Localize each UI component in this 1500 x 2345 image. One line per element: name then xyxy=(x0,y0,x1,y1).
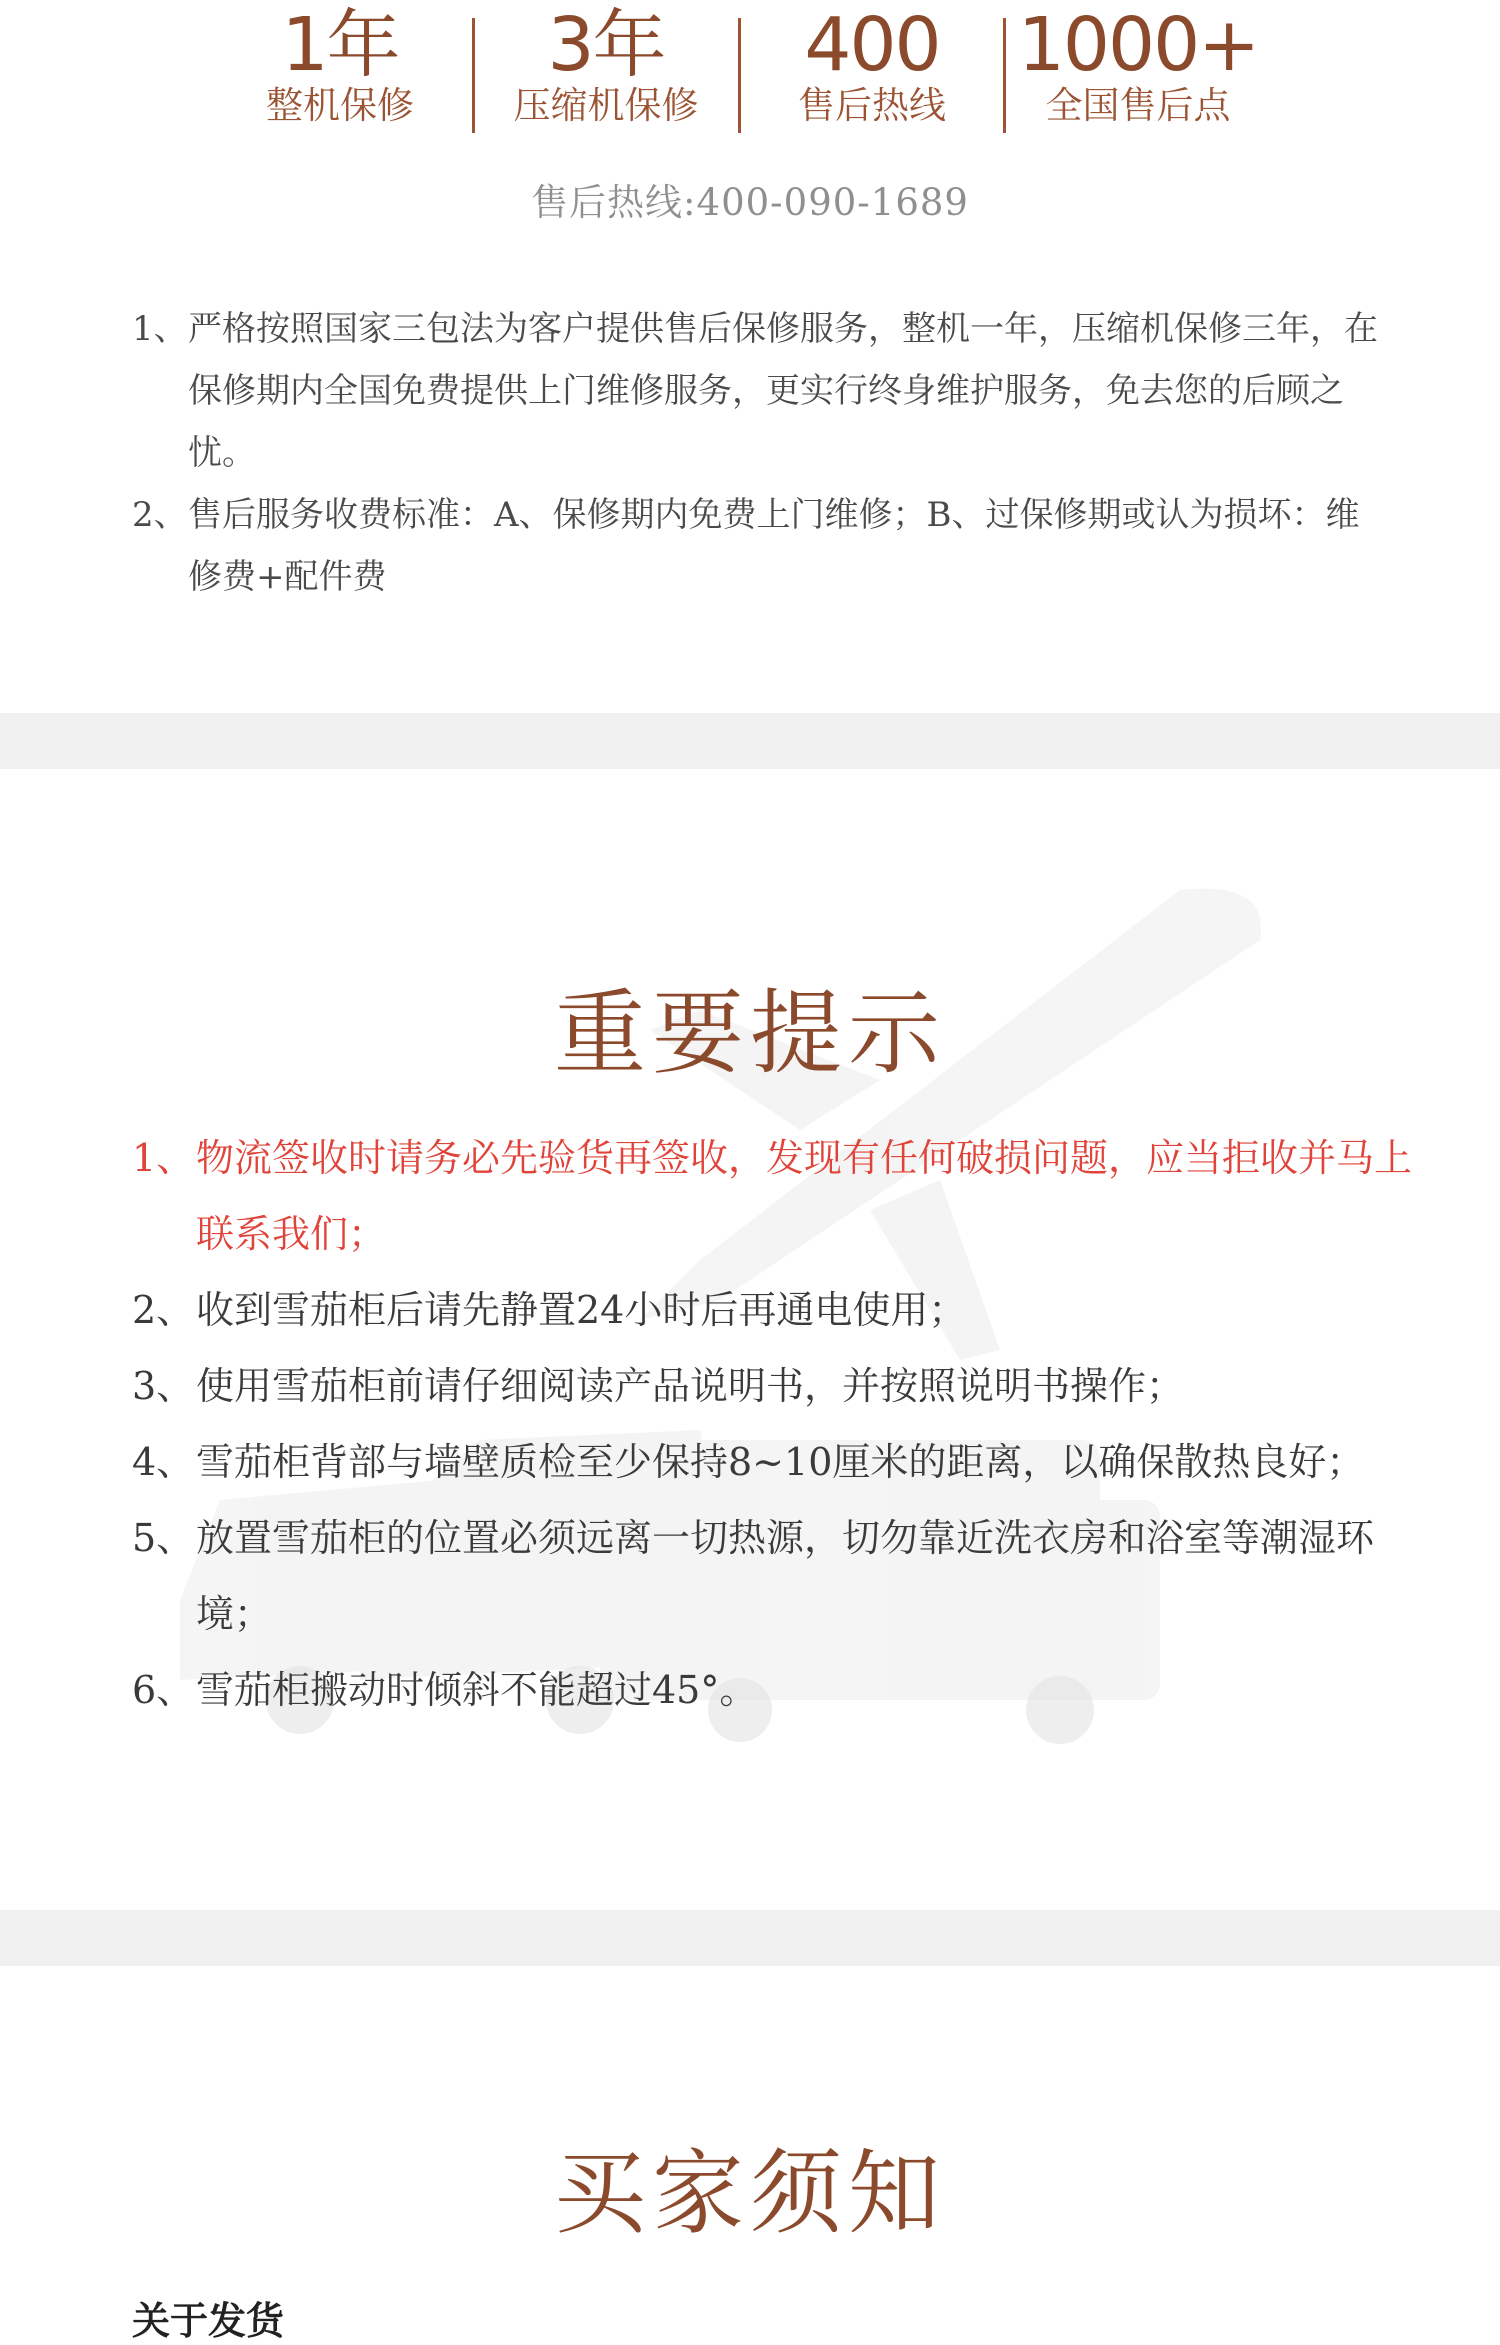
partial-heading: 关于发货 xyxy=(132,2298,285,2343)
list-item xyxy=(132,298,1392,484)
stat-number: 1000+ xyxy=(1017,2,1259,88)
item-text: 售后服务收费标准：A、保修期内免费上门维修；B、过保修期或认为损坏：维修费+配件费 xyxy=(188,495,1360,597)
item-number: 2、 xyxy=(132,1288,195,1332)
hotline-text: 售后热线:400-090-1689 xyxy=(531,181,969,224)
warranty-list xyxy=(132,298,1392,608)
item-number: 4、 xyxy=(132,1440,195,1484)
item-text: 严格按照国家三包法为客户提供售后保修服务，整机一年，压缩机保修三年，在保修期内全国免费提供上门维修服务，更实行终身维护服务，免去您的后顾之忧。 xyxy=(188,309,1378,473)
stat-number: 1年 xyxy=(281,2,399,88)
stat-divider xyxy=(738,18,741,133)
stat-divider xyxy=(472,18,475,133)
item-number: 5、 xyxy=(132,1516,195,1560)
stat-whole-warranty xyxy=(210,0,470,128)
item-number: 1、 xyxy=(132,309,188,349)
item-number: 1、 xyxy=(132,1136,195,1180)
stat-label: 售后热线 xyxy=(798,84,946,127)
list-item xyxy=(132,1500,1412,1652)
list-item xyxy=(132,484,1392,608)
item-text: 雪茄柜背部与墙壁质检至少保持8~10厘米的距离，以确保散热良好； xyxy=(196,1440,1365,1484)
item-text: 使用雪茄柜前请仔细阅读产品说明书，并按照说明书操作； xyxy=(196,1364,1185,1408)
item-number: 6、 xyxy=(132,1668,195,1712)
list-item xyxy=(132,1424,1412,1500)
stat-number: 3年 xyxy=(547,2,665,88)
section-divider xyxy=(0,1910,1500,1966)
item-text: 物流签收时请务必先验货再签收，发现有任何破损问题，应当拒收并马上联系我们； xyxy=(196,1136,1413,1256)
item-number: 3、 xyxy=(132,1364,195,1408)
list-item xyxy=(132,1120,1412,1272)
stat-service-points xyxy=(1008,0,1268,128)
item-text: 收到雪茄柜后请先静置24小时后再通电使用； xyxy=(196,1288,967,1332)
stat-divider xyxy=(1003,18,1006,133)
section-divider xyxy=(0,713,1500,769)
stat-label: 整机保修 xyxy=(266,84,414,127)
item-text: 雪茄柜搬动时倾斜不能超过45°。 xyxy=(196,1668,758,1712)
item-text: 放置雪茄柜的位置必须远离一切热源，切勿靠近洗衣房和浴室等潮湿环境； xyxy=(196,1516,1375,1636)
stat-number: 400 xyxy=(804,2,940,88)
buyer-notice-title: 买家须知 xyxy=(553,2140,946,2247)
important-title: 重要提示 xyxy=(553,980,946,1087)
stat-label: 压缩机保修 xyxy=(513,84,699,127)
list-item xyxy=(132,1652,1412,1728)
list-item xyxy=(132,1272,1412,1348)
important-list xyxy=(132,1120,1412,1728)
stat-compressor-warranty xyxy=(476,0,736,128)
stat-hotline xyxy=(742,0,1002,128)
warranty-stats xyxy=(0,0,1500,150)
item-number: 2、 xyxy=(132,495,188,535)
stat-label: 全国售后点 xyxy=(1045,84,1231,127)
list-item xyxy=(132,1348,1412,1424)
